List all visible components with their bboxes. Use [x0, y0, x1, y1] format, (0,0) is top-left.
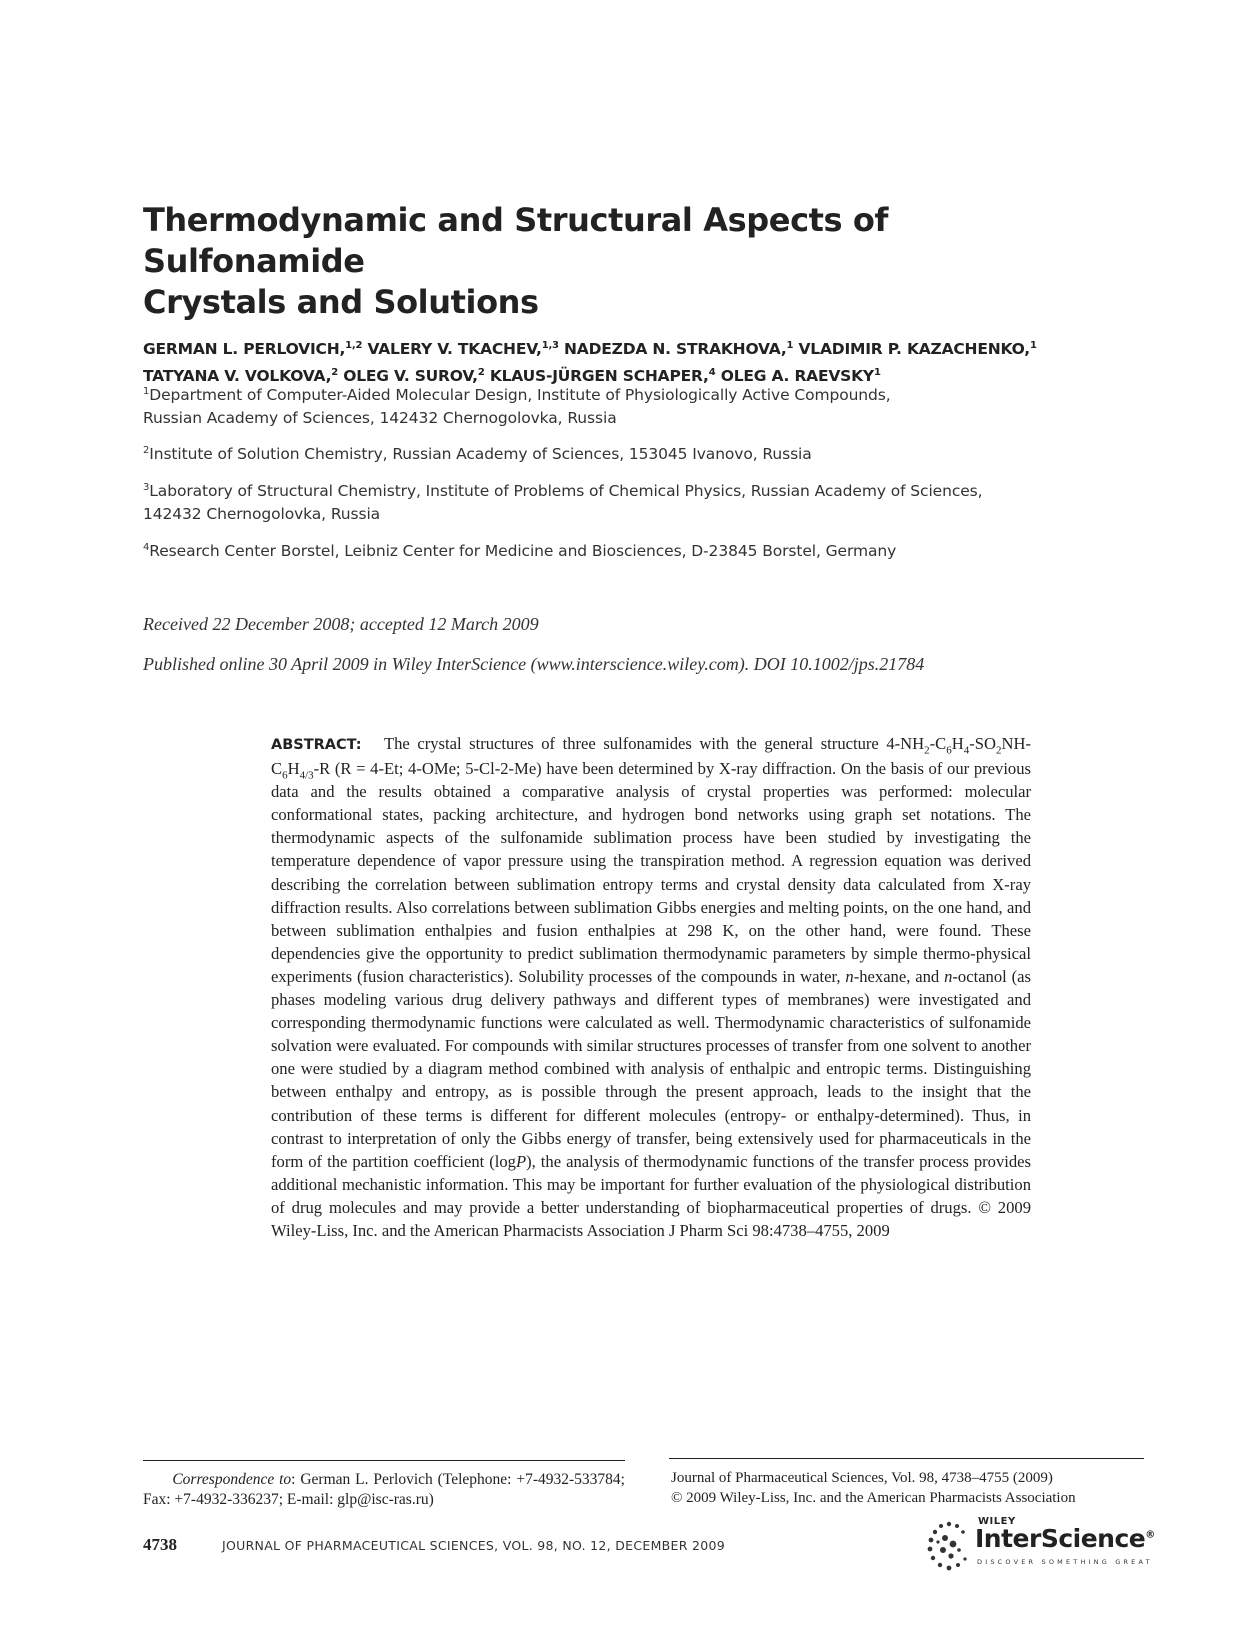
- author: GERMAN L. PERLOVICH,$^{1,2}$: [143, 340, 363, 359]
- formula-text: -C: [929, 734, 947, 753]
- journal-info: Journal of Pharmaceutical Sciences, Vol. 98, 4738–4755 (2009) © 2009 Wiley-Liss, Inc. and the American Pharmacists Association: [671, 1470, 1076, 1506]
- affiliation-1: $^1$Department of Computer-Aided Molecular Design, Institute of Physiologically Active Compounds, Russian Academy of Sciences, 142432 Chernogolovka, Russia: [143, 385, 891, 427]
- formula-text: -R (R = 4-Et; 4-OMe; 5-Cl-2-Me) have been determined by: [313, 759, 715, 779]
- author: VLADIMIR P. KAZACHENKO,$^1$: [798, 340, 1037, 359]
- formula-subscript: 6: [282, 769, 288, 782]
- author: TATYANA V. VOLKOVA,$^2$: [143, 367, 339, 386]
- abstract: ABSTRACT: The crystal structures of three sulfonamides with the general structure $4-NH_2-C_6H_4-SO_2NH-C_6H_{4/3}-R$ (R = 4-Et; 4-OMe; 5-Cl-2-Me) have been determined by X-ray diffraction. On the basis of our previous data and the results obtained a comparative analysis of crystal properties was performed: molecular conformational states, packing architecture, and hydrogen bond networks using graph set notations. The thermodynamic aspects of the sulfonamide sublimation process have been studied by investigating the temperature dependence of vapor pressure using the transpiration method. A regression equation was derived describing the correlation between sublimation entropy terms and crystal density data calculated from X-ray diffraction results. Also correlations between sublimation Gibbs energies and melting points, on the one hand, and between sublimation enthalpies and fusion enthalpies at 298 K, on the other hand, were found. These dependencies give the opportunity to predict sublimation thermodynamic parameters by simple thermo-physical experiments (fusion characteristics). Solubility processes of the compounds in water, n-hexane, and n-octanol (as phases modeling various drug delivery pathways and different types of membranes) were investigated and corresponding thermodynamic functions were calculated as well. Thermodynamic characteristics of sulfonamide solvation were evaluated. For compounds with similar structures processes of transfer from one solvent to another one were studied by a diagram method combined with analysis of enthalpic and entropic terms. Distinguishing between enthalpy and entropy, as is possible through the present approach, leads to the insight that the contribution of these terms is different for different molecules (entropy- or enthalpy-determined). Thus, in contrast to interpretation of only the Gibbs energy of transfer, being extensively used for pharmaceuticals in the form of the partition coefficient (logP), the analysis of thermodynamic functions of the transfer process provides additional mechanistic information. This may be important for further evaluation of the physiological distribution of drug molecules and may provide a better understanding of biopharmaceutical properties of drugs. © 2009 Wiley-Liss, Inc. and the American Pharmacists Association J Pharm Sci 98:4738–4755, 2009: [271, 734, 1031, 1240]
- formula-text: NH-C: [271, 734, 1031, 779]
- affiliation-3: $^3$Laboratory of Structural Chemistry, Institute of Problems of Chemical Physics, Russian Academy of Sciences, 142432 Chernogolovka, Russia: [143, 481, 983, 523]
- publisher-name: WILEY: [978, 1516, 1016, 1527]
- formula-text: H: [287, 759, 300, 779]
- formula-text: -SO: [969, 734, 996, 753]
- author: OLEG A. RAEVSKY$^1$: [720, 367, 881, 386]
- footnote-rule-right: [669, 1458, 1144, 1459]
- author: NADEZDA N. STRAKHOVA,$^1$: [564, 340, 794, 359]
- running-head: JOURNAL OF PHARMACEUTICAL SCIENCES, VOL. 98, NO. 12, DECEMBER 2009: [222, 1538, 726, 1553]
- author: OLEG V. SUROV,$^2$: [343, 367, 485, 386]
- author-list: [143, 334, 1123, 388]
- page-number: 4738: [143, 1535, 177, 1554]
- wiley-interscience-logo: [923, 1518, 1153, 1572]
- published-info: Published online 30 April 2009 in Wiley InterScience (www.interscience.wiley.com). DOI 10.1002/jps.21784: [143, 654, 925, 674]
- logo-tagline: DISCOVER SOMETHING GREAT: [977, 1558, 1153, 1566]
- formula-subscript: 2: [924, 744, 930, 757]
- title-line-2: Crystals and Solutions: [143, 283, 539, 321]
- brand-name: InterScience®: [975, 1524, 1155, 1553]
- globe-dots-icon: [923, 1518, 975, 1572]
- author: KLAUS-JÜRGEN SCHAPER,$^4$: [489, 367, 716, 386]
- footnote-rule-left: [143, 1460, 625, 1461]
- formula-subscript: 2: [995, 744, 1002, 757]
- formula-subscript: 4/3: [299, 769, 314, 782]
- formula-subscript: 6: [946, 744, 952, 757]
- article-title: [143, 200, 1103, 323]
- formula-text: H: [951, 734, 964, 753]
- correspondence-footnote: Correspondence to: German L. Perlovich (Telephone: +7-4932-533784; Fax: +7-4932-336237; E-mail: glp@isc-ras.ru): [143, 1471, 625, 1508]
- abstract-label: ABSTRACT:: [271, 737, 362, 753]
- title-line-1: Thermodynamic and Structural Aspects of Sulfonamide: [143, 201, 889, 280]
- affiliation-2: $^2$Institute of Solution Chemistry, Russian Academy of Sciences, 153045 Ivanovo, Russia: [143, 444, 812, 463]
- author: VALERY V. TKACHEV,$^{1,3}$: [367, 340, 559, 359]
- received-date: Received 22 December 2008; accepted 12 March 2009: [143, 614, 539, 634]
- formula-text: 4-NH: [886, 734, 925, 753]
- formula-subscript: 4: [963, 744, 970, 757]
- affiliation-4: $^4$Research Center Borstel, Leibniz Center for Medicine and Biosciences, D-23845 Borstel, Germany: [143, 541, 897, 560]
